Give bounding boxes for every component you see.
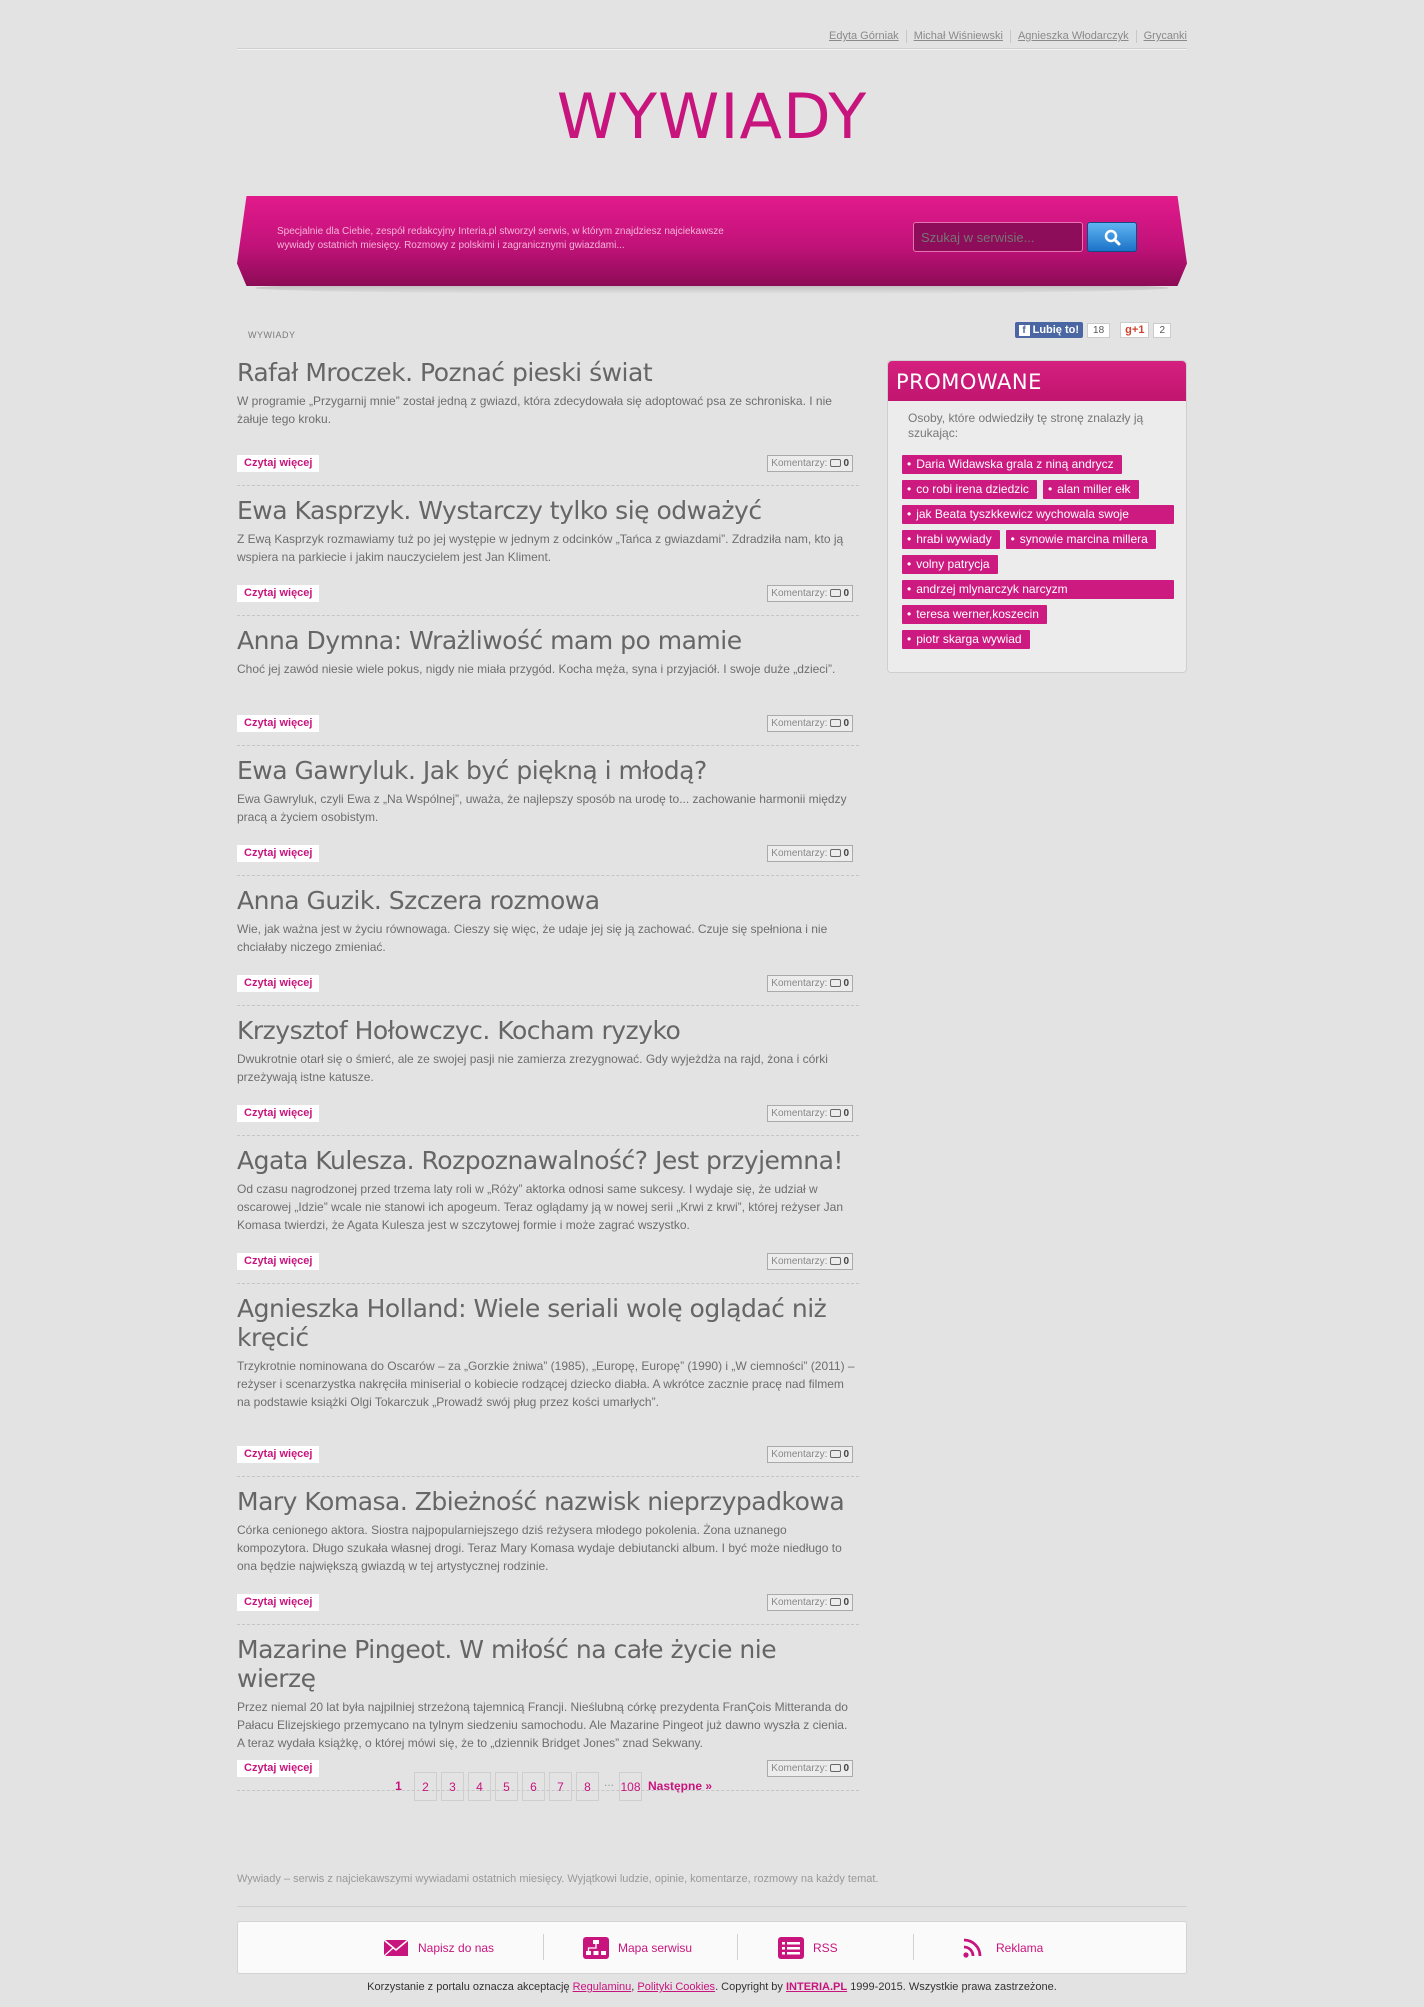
page-link[interactable]: 2	[414, 1772, 437, 1801]
comments-counter[interactable]	[767, 715, 853, 732]
footer-divider	[237, 1906, 1187, 1907]
contact-link-label: Napisz do nas	[418, 1941, 495, 1955]
comment-bubble-icon	[830, 459, 841, 467]
article-title[interactable]: Mazarine Pingeot. W miłość na całe życie nie wierzę	[237, 1635, 777, 1693]
promoted-intro: Osoby, które odwiedziły tę stronę znalazły ją szukając:	[908, 411, 1144, 440]
comment-bubble-icon	[830, 589, 841, 597]
comments-counter[interactable]	[767, 1105, 853, 1122]
next-page-link[interactable]: Następne »	[648, 1779, 713, 1793]
read-more-button[interactable]: Czytaj więcej	[237, 1253, 319, 1270]
article-excerpt: Od czasu nagrodzonej przed trzema laty roli w „Róży” aktorka odnosi same sukcesy. I wydaje się, że udział w oscarowej „Idzie” wcale nie stanowi ich apogeum. Teraz oglądamy ją w nowej serii „Krwi z krwi”, której reżyser Jan Komasa twierdzi, że Agata Kulesza jest w szczytowej formie i może zagrać wszystko.	[237, 1182, 844, 1232]
article-item	[237, 746, 859, 876]
article-item	[237, 1477, 859, 1625]
advertising-link-label: Reklama	[996, 1941, 1044, 1955]
top-link[interactable]: Agnieszka Włodarczyk	[1011, 30, 1137, 43]
read-more-button[interactable]: Czytaj więcej	[237, 1760, 319, 1777]
comments-count: 0	[843, 1597, 849, 1608]
article-footer	[237, 1446, 859, 1463]
top-link[interactable]: Grycanki	[1143, 30, 1187, 42]
footer-description: Wywiady – serwis z najciekawszymi wywiadami ostatnich miesięcy. Wyjątkowi ludzie, opinie, komentarze, rozmowy na każdy temat.	[237, 1873, 879, 1885]
comments-count: 0	[843, 978, 849, 989]
comments-counter[interactable]	[767, 1594, 853, 1611]
article-footer	[237, 585, 859, 602]
sitemap-link[interactable]	[583, 1937, 692, 1959]
article-item	[237, 356, 859, 486]
article-list	[237, 356, 859, 1791]
comments-label: Komentarzy:	[771, 1256, 828, 1267]
comments-label: Komentarzy:	[771, 588, 828, 599]
cookies-policy-link[interactable]: Polityki Cookies	[637, 1981, 716, 1993]
comments-counter[interactable]	[767, 1253, 853, 1270]
google-plus-count: 2	[1153, 323, 1171, 338]
social-buttons	[1015, 322, 1171, 338]
page-link-last[interactable]: 108	[619, 1772, 642, 1801]
comments-label: Komentarzy:	[771, 1763, 828, 1774]
article-footer	[237, 845, 859, 862]
facebook-like-label: Lubię to!	[1032, 324, 1080, 336]
comment-bubble-icon	[830, 1450, 841, 1458]
comments-counter[interactable]	[767, 1760, 853, 1777]
list-icon	[778, 1937, 804, 1959]
copyright-prefix: Korzystanie z portalu oznacza akceptację	[367, 1981, 570, 1993]
copyright-middle: . Copyright by	[715, 1981, 783, 1993]
page-link[interactable]: 5	[495, 1772, 518, 1801]
article-excerpt: Córka cenionego aktora. Siostra najpopularniejszego dziś reżysera młodego pokolenia. Żona uznanego kompozytora. Długo szukała własnej drogi. Teraz Mary Komasa wydaje debiutancki album. I być może niedługo to ona będzie największą gwiazdą w tej artystycznej rodzinie.	[237, 1523, 842, 1573]
footer-links	[237, 1921, 1187, 1974]
article-excerpt: Trzykrotnie nominowana do Oscarów – za „Gorzkie żniwa” (1985), „Europę, Europę” (1990) i „W ciemności” (2011) – reżyser i scenarzystka nakręciła miniserial o kobiecie rodzącej dziecko diabła. A wkrótce zacznie pracę nad filmem na podstawie książki Olgi Tokarczuk „Prowadź swój pług przez kości umarłych”.	[237, 1359, 855, 1409]
comments-count: 0	[843, 1256, 849, 1267]
article-title[interactable]: Anna Dymna: Wrażliwość mam po mamie	[237, 626, 742, 655]
search-input[interactable]	[913, 222, 1083, 252]
comments-label: Komentarzy:	[771, 1597, 828, 1608]
page-ellipsis: ...	[603, 1775, 614, 1789]
copyright-comma: ,	[631, 1981, 638, 1993]
top-divider	[237, 48, 1187, 50]
footer-separator	[543, 1934, 544, 1960]
search-tag[interactable]: • jak Beata tyszkkewicz wychowala swoje	[902, 505, 1174, 524]
comment-bubble-icon	[830, 979, 841, 987]
search-icon	[1088, 223, 1138, 253]
search-tag[interactable]: • hrabi wywiady	[902, 530, 1000, 549]
page-current: 1	[395, 1779, 402, 1793]
footer-separator	[913, 1934, 914, 1960]
search-tag[interactable]: • volny patrycja	[902, 555, 998, 574]
article-footer	[237, 1253, 859, 1270]
advertising-link[interactable]	[961, 1937, 1043, 1959]
article-title[interactable]: Agnieszka Holland: Wiele seriali wolę oglądać niż kręcić	[237, 1294, 827, 1352]
sitemap-icon	[583, 1937, 609, 1959]
read-more-button[interactable]: Czytaj więcej	[237, 845, 319, 862]
search-tag[interactable]: • synowie marcina millera	[1006, 530, 1156, 549]
article-excerpt: Wie, jak ważna jest w życiu równowaga. Cieszy się więc, że udaje jej się ją zachować. Czuje się spełniona i nie chciałaby niczego zmieniać.	[237, 922, 828, 954]
article-title[interactable]: Anna Guzik. Szczera rozmowa	[237, 886, 600, 915]
comment-bubble-icon	[830, 849, 841, 857]
comments-counter[interactable]	[767, 585, 853, 602]
comments-label: Komentarzy:	[771, 978, 828, 989]
copyright-suffix: 1999-2015. Wszystkie prawa zastrzeżone.	[850, 1981, 1057, 1993]
article-footer	[237, 1594, 859, 1611]
comment-bubble-icon	[830, 1109, 841, 1117]
search-tag[interactable]: • teresa werner,koszecin	[902, 605, 1047, 624]
pagination	[387, 1772, 712, 1801]
rss-link-label: RSS	[813, 1941, 838, 1955]
article-excerpt: Ewa Gawryluk, czyli Ewa z „Na Wspólnej”, uważa, że najlepszy sposób na urodę to... zachowanie harmonii między pracą a życiem osobistym.	[237, 792, 847, 824]
rss-icon	[961, 1937, 987, 1959]
search-tag[interactable]: • co robi irena dziedzic	[902, 480, 1037, 499]
comments-count: 0	[843, 1449, 849, 1460]
article-title[interactable]: Ewa Gawryluk. Jak być piękną i młodą?	[237, 756, 707, 785]
facebook-like-count: 18	[1087, 323, 1110, 338]
search-tags	[888, 441, 1176, 649]
article-footer	[237, 455, 859, 472]
top-link[interactable]: Michał Wiśniewski	[907, 30, 1011, 43]
article-item	[237, 616, 859, 746]
article-excerpt: W programie „Przygarnij mnie” został jedną z gwiazd, która zdecydowała się adoptować psa ze schroniska. I nie żałuje tego kroku.	[237, 394, 832, 426]
page-link[interactable]: 3	[441, 1772, 464, 1801]
article-title[interactable]: Krzysztof Hołowczyc. Kocham ryzyko	[237, 1016, 681, 1045]
site-logo[interactable]: WYWIADY	[556, 80, 868, 153]
comments-label: Komentarzy:	[771, 718, 828, 729]
sitemap-link-label: Mapa serwisu	[618, 1941, 693, 1955]
read-more-button[interactable]: Czytaj więcej	[237, 1446, 319, 1463]
interia-link[interactable]: INTERIA.PL	[786, 1981, 848, 1993]
envelope-icon	[383, 1937, 409, 1959]
rss-link[interactable]	[778, 1937, 838, 1959]
regulations-link[interactable]: Regulaminu	[572, 1981, 632, 1993]
article-item	[237, 486, 859, 616]
page-link[interactable]: 8	[576, 1772, 599, 1801]
comment-bubble-icon	[830, 719, 841, 727]
article-footer	[237, 975, 859, 992]
article-item	[237, 1284, 859, 1477]
search-tag[interactable]: • andrzej mlynarczyk narcyzm	[902, 580, 1174, 599]
comments-count: 0	[843, 848, 849, 859]
search-tag[interactable]: • alan miller ełk	[1043, 480, 1139, 499]
article-footer	[237, 715, 859, 732]
article-title[interactable]: Agata Kulesza. Rozpoznawalność? Jest przyjemna!	[237, 1146, 843, 1175]
read-more-button[interactable]: Czytaj więcej	[237, 585, 319, 602]
page-link[interactable]: 4	[468, 1772, 491, 1801]
article-excerpt: Choć jej zawód niesie wiele pokus, nigdy nie miała przygód. Kocha męża, syna i przyjaciół. I swoje duże „dzieci”.	[237, 662, 836, 676]
comments-counter[interactable]	[767, 975, 853, 992]
article-item	[237, 1006, 859, 1136]
article-item	[237, 1136, 859, 1284]
footer-separator	[737, 1934, 738, 1960]
article-excerpt: Z Ewą Kasprzyk rozmawiamy tuż po jej występie w jednym z odcinków „Tańca z gwiazdami”. Zdradziła nam, kto ją wspiera na parkiecie i jakim nauczycielem jest Jan Kliment.	[237, 532, 844, 564]
article-excerpt: Przez niemal 20 lat była najpilniej strzeżoną tajemnicą Francji. Nieślubną córkę prezydenta FranÇois Mitteranda do Pałacu Elizejskiego przemycano na tylnym siedzeniu samochodu. Ale Mazarine Pingeot już dawno wyszła z cienia. A teraz wydała książkę, o której mówi się, że to „dziennik Bridget Jones” znad Sekwany.	[237, 1700, 848, 1750]
search-tag[interactable]: • Daria Widawska grala z niną andrycz	[902, 455, 1122, 474]
article-title[interactable]: Rafał Mroczek. Poznać pieski świat	[237, 358, 653, 387]
promoted-box	[887, 360, 1187, 673]
google-plus-label: +1	[1131, 324, 1145, 336]
article-item	[237, 876, 859, 1006]
header-banner	[237, 196, 1187, 286]
comments-count: 0	[843, 718, 849, 729]
google-plus-button[interactable]	[1120, 322, 1149, 338]
page-link[interactable]: 6	[522, 1772, 545, 1801]
top-links	[822, 30, 1187, 43]
top-link[interactable]: Edyta Górniak	[822, 30, 907, 43]
article-footer	[237, 1105, 859, 1122]
contact-link[interactable]	[383, 1937, 494, 1959]
comments-counter[interactable]	[767, 455, 853, 472]
article-title[interactable]: Mary Komasa. Zbieżność nazwisk nieprzypadkowa	[237, 1487, 845, 1516]
comment-bubble-icon	[830, 1257, 841, 1265]
banner-description: Specjalnie dla Ciebie, zespół redakcyjny Interia.pl stworzył serwis, w którym znajdziesz najciekawsze wywiady ostatnich miesięcy. Rozmowy z polskimi i zagranicznymi gwiazdami...	[277, 226, 724, 251]
read-more-button[interactable]: Czytaj więcej	[237, 1105, 319, 1122]
comments-count: 0	[843, 1108, 849, 1119]
comments-label: Komentarzy:	[771, 458, 828, 469]
read-more-button[interactable]: Czytaj więcej	[237, 715, 319, 732]
comments-count: 0	[843, 588, 849, 599]
read-more-button[interactable]: Czytaj więcej	[237, 455, 319, 472]
promoted-title: PROMOWANE	[888, 361, 1186, 401]
article-excerpt: Dwukrotnie otarł się o śmierć, ale ze swojej pasji nie zamierza zrezygnować. Gdy wyjeżdża na rajd, żona i córki przeżywają istne katusze.	[237, 1052, 828, 1084]
article-item	[237, 1625, 859, 1791]
gplus-g-icon: g	[1125, 324, 1132, 336]
copyright	[237, 1981, 1187, 1993]
search-button[interactable]	[1087, 222, 1137, 252]
comments-label: Komentarzy:	[771, 1449, 828, 1460]
facebook-like-button[interactable]	[1015, 322, 1083, 338]
facebook-icon: f	[1019, 325, 1030, 336]
article-title[interactable]: Ewa Kasprzyk. Wystarczy tylko się odważyć	[237, 496, 762, 525]
breadcrumb[interactable]: WYWIADY	[248, 330, 296, 340]
page-link[interactable]: 7	[549, 1772, 572, 1801]
comments-counter[interactable]	[767, 1446, 853, 1463]
comment-bubble-icon	[830, 1598, 841, 1606]
comments-label: Komentarzy:	[771, 1108, 828, 1119]
comment-bubble-icon	[830, 1764, 841, 1772]
comments-counter[interactable]	[767, 845, 853, 862]
comments-count: 0	[843, 1763, 849, 1774]
comments-label: Komentarzy:	[771, 848, 828, 859]
read-more-button[interactable]: Czytaj więcej	[237, 975, 319, 992]
search-tag[interactable]: • piotr skarga wywiad	[902, 630, 1030, 649]
comments-count: 0	[843, 458, 849, 469]
read-more-button[interactable]: Czytaj więcej	[237, 1594, 319, 1611]
